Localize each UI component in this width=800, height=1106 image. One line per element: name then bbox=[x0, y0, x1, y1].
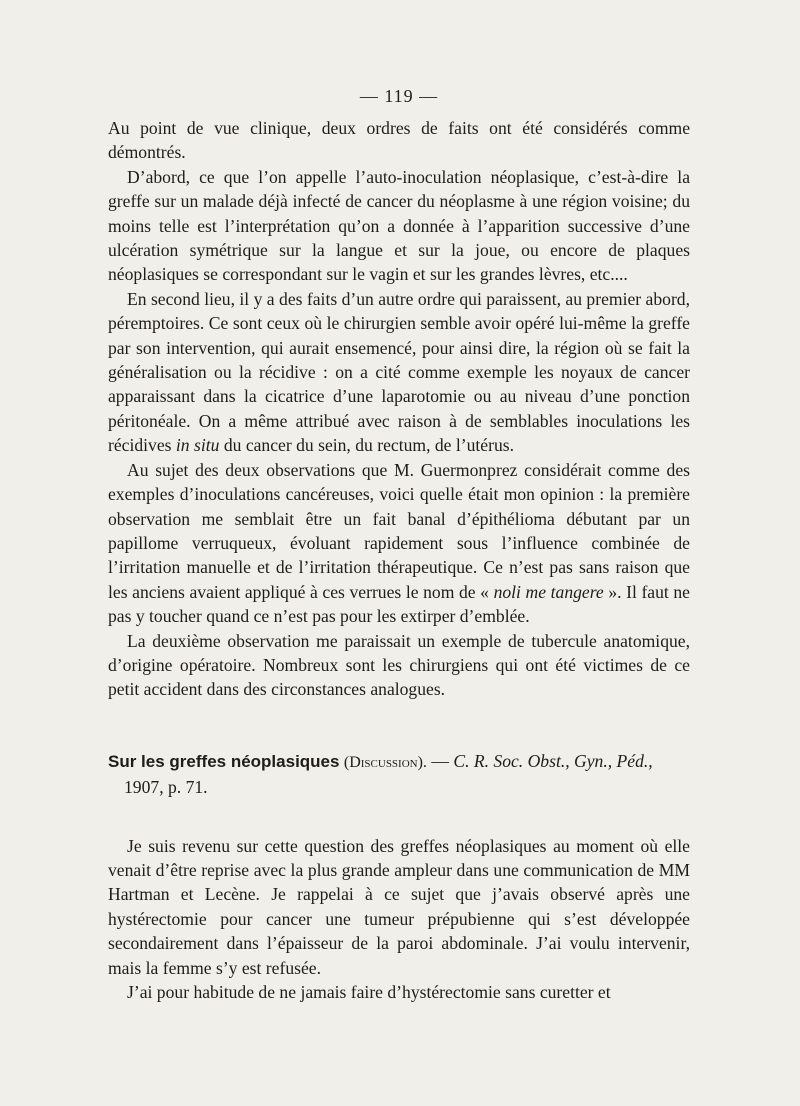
section-title: Sur les greffes néoplasiques bbox=[108, 751, 340, 771]
section-reference: C. R. Soc. Obst., Gyn., Péd., bbox=[453, 750, 653, 771]
paragraph-4 bbox=[108, 458, 690, 629]
section-discussion-label: (Discussion). bbox=[343, 753, 427, 771]
paragraph-1: Au point de vue clinique, deux ordres de faits ont été considérés comme démontrés. bbox=[108, 118, 690, 163]
section-paragraph-1: Je suis revenu sur cette question des greffes néoplasiques au moment où elle venait d’être reprise avec la plus grande ampleur dans une communication de MM Hartman et Lecène. Je rappelai à ce sujet que j’avais observé après une hystérectomie pour cancer une tumeur prépubienne qui s’est développée secondairement dans l’épaisseur de la paroi abdominale. J’ai voulu intervenir, mais la femme s’y est refusée. bbox=[108, 835, 690, 978]
paragraph-2: D’abord, ce que l’on appelle l’auto-inoculation néoplasique, c’est-à-dire la greffe sur un malade déjà infecté de cancer du néoplasme à une région voisine; du moins telle est l’interprétation qu’on a donnée à l’apparition successive d’une ulcération symétrique sur la langue et sur la joue, ou encore de plaques néoplasiques se correspondant sur le vagin et sur les grandes lèvres, etc.... bbox=[108, 166, 690, 285]
section-body-text bbox=[108, 834, 690, 1005]
body-text bbox=[108, 116, 690, 702]
page-number: — 119 — bbox=[359, 86, 439, 106]
paragraph-3 bbox=[108, 287, 690, 458]
section-paragraph-2: J’ai pour habitude de ne jamais faire d’hystérectomie sans curetter et bbox=[127, 982, 611, 1002]
paragraph-4-italic: noli me tangere bbox=[493, 581, 604, 602]
paragraph-4-text-b: ». Il faut ne pas y toucher quand ce n’est pas pour les extirper d’emblée. bbox=[108, 581, 690, 627]
paragraph-4-text-a: Au sujet des deux observations que M. Guermonprez considérait comme des exemples d’inoculations cancéreuses, voici quelle était mon opinion : la première observation me semblait être un fait banal d’épithélioma débutant par un papillome verruqueux, évoluant rapidement sous l’influence combinée de l’irritation manuelle et de l’irritation thérapeutique. Ce n’est pas sans raison que les anciens avaient appliqué à ces verrues le nom de « bbox=[108, 459, 690, 602]
section-reference-year: 1907, p. 71. bbox=[124, 777, 208, 798]
section-heading bbox=[108, 749, 690, 800]
paragraph-5: La deuxième observation me paraissait un exemple de tubercule anatomique, d’origine opératoire. Nombreux sont les chirurgiens qui ont été victimes de ce petit accident dans des circonstances analogues. bbox=[108, 630, 690, 700]
paragraph-3-text-b: du cancer du sein, du rectum, de l’utérus. bbox=[219, 435, 515, 456]
paragraph-3-text-a: En second lieu, il y a des faits d’un autre ordre qui paraissent, au premier abord, péremptoires. Ce sont ceux où le chirurgien semble avoir opéré lui-même la greffe par son intervention, qui aurait ensemencé, pour ainsi dire, la région où se fait la généralisation ou la récidive : on a cité comme exemple les noyaux de cancer apparaissant dans la cicatrice d’une laparotomie ou au niveau d’une ponction péritonéale. On a même attribué avec raison à de semblables inoculations les récidives bbox=[108, 288, 690, 456]
paragraph-3-italic: in situ bbox=[175, 435, 220, 456]
section-dash: — bbox=[426, 750, 454, 771]
